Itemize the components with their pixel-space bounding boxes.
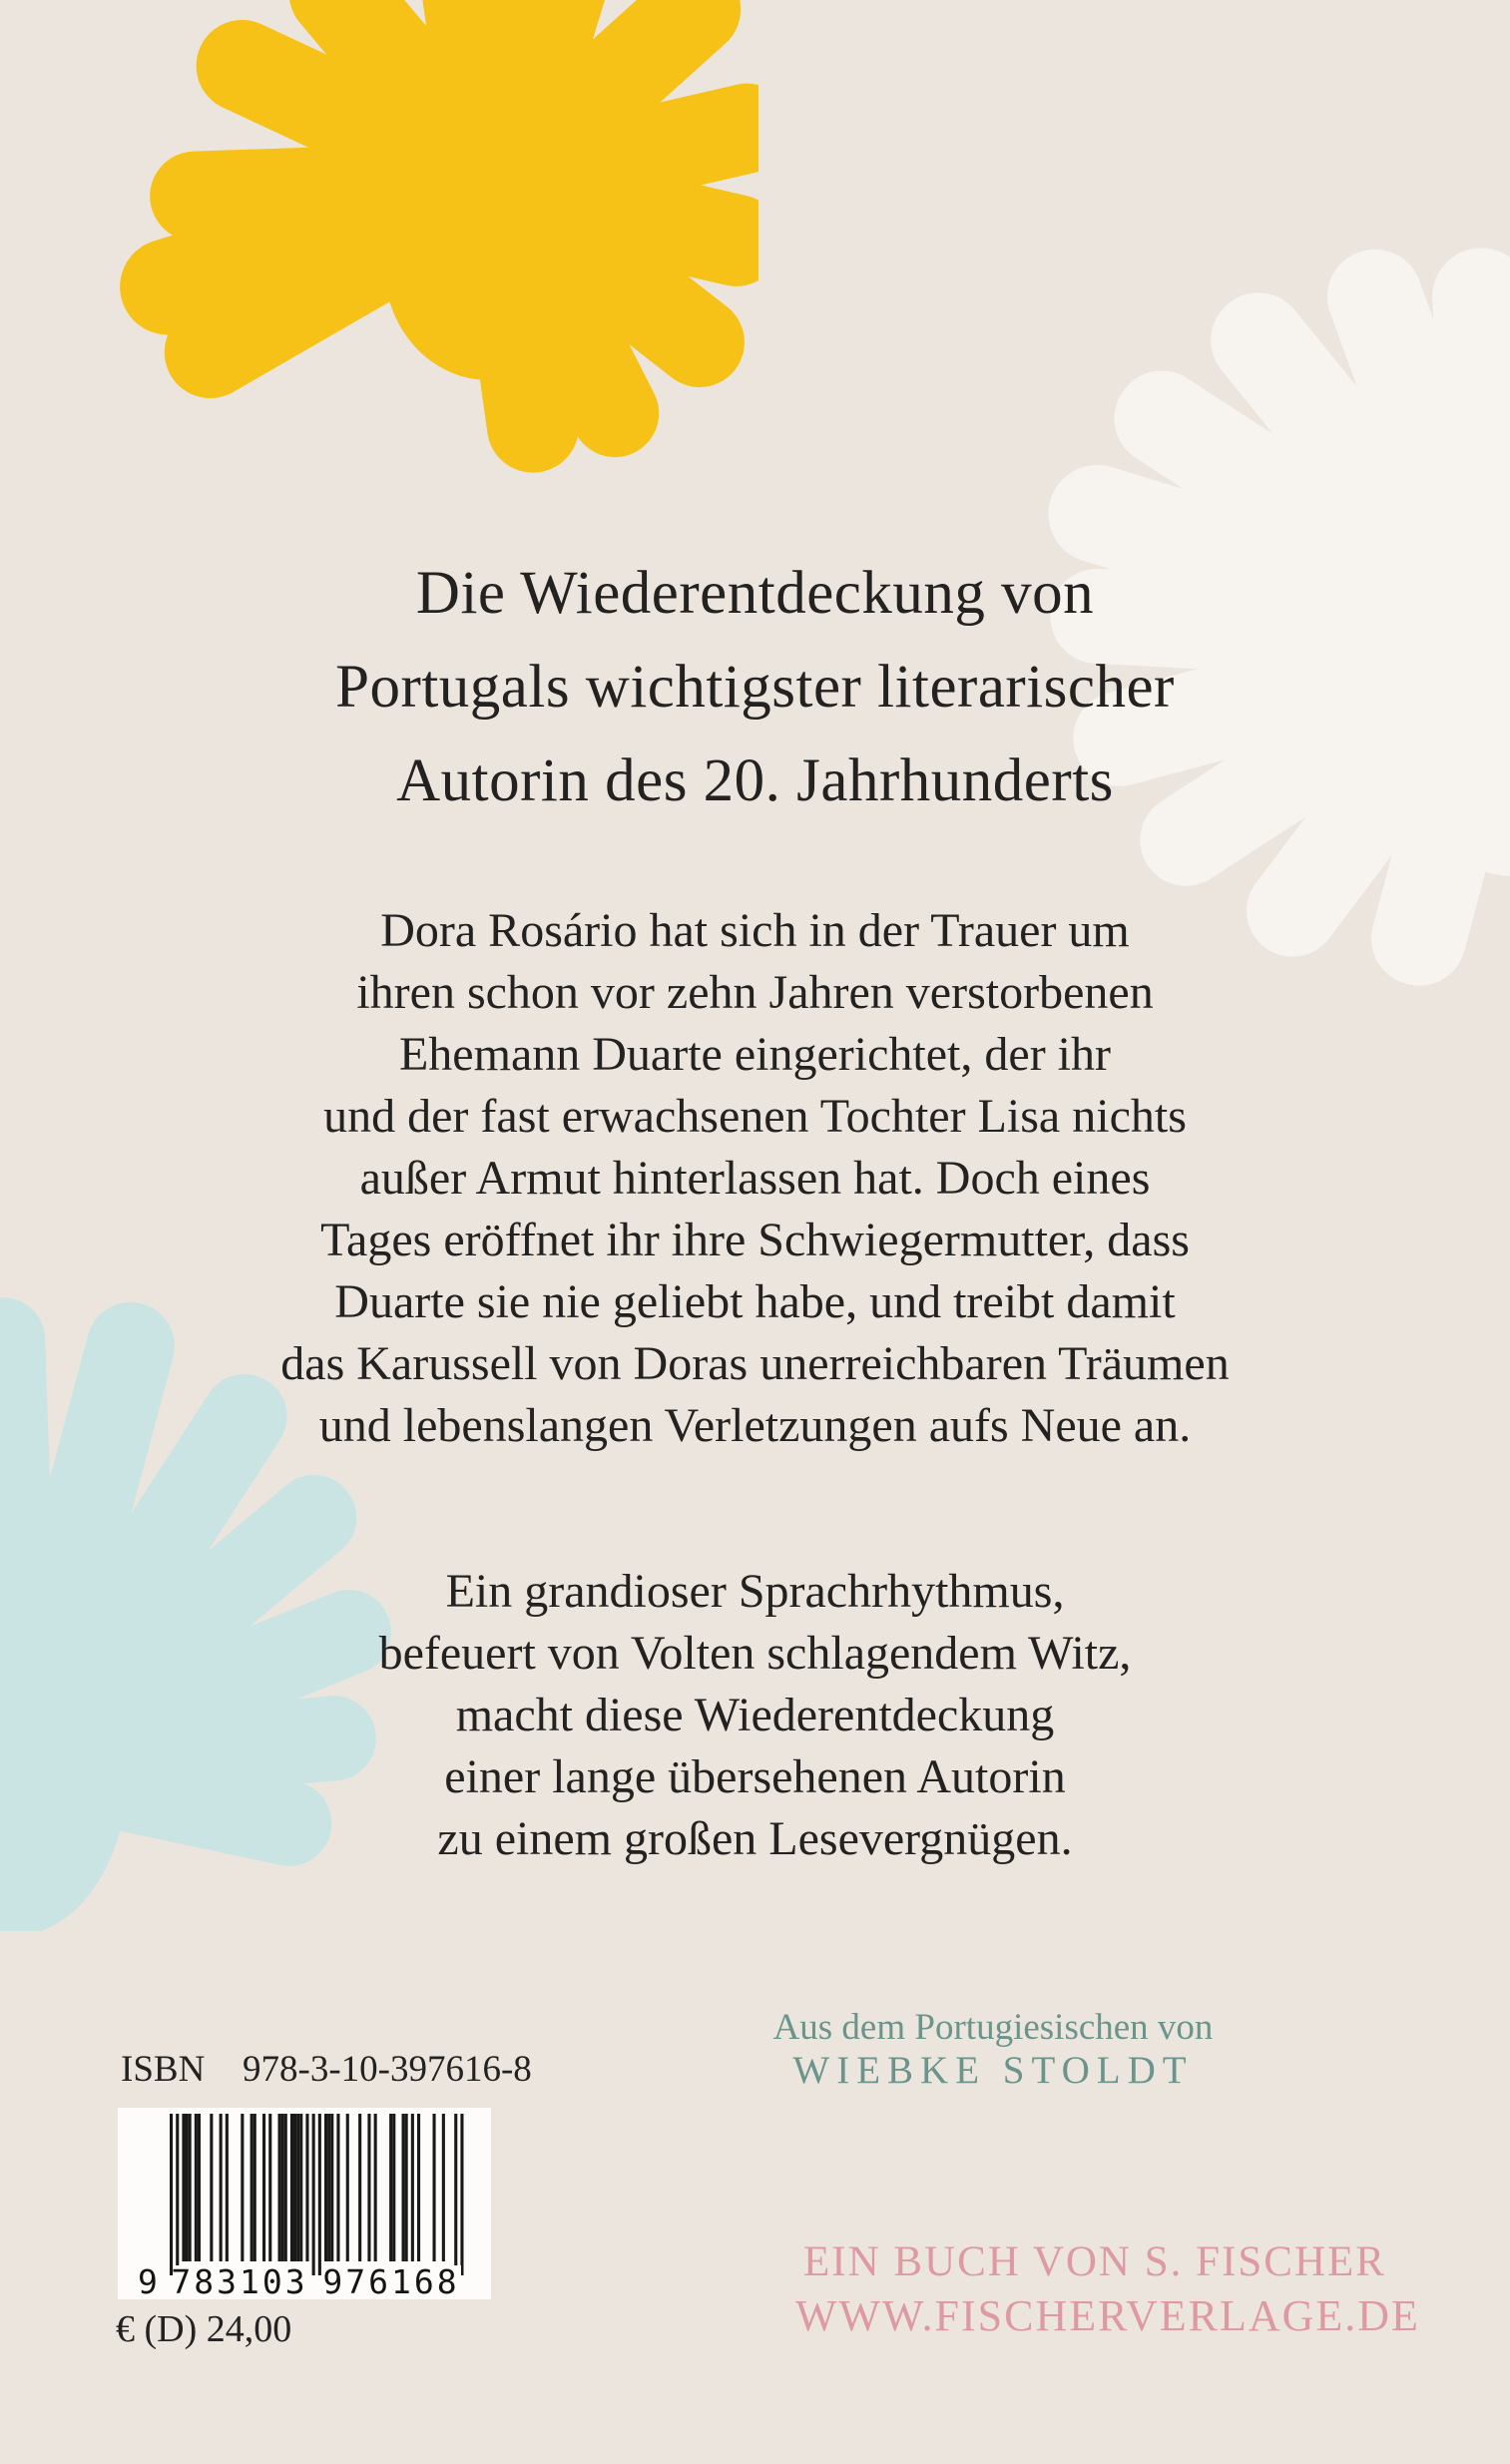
- synopsis-line: Tages eröffnet ihr ihre Schwiegermutter, dass: [320, 1214, 1190, 1266]
- review-line: macht diese Wiederentdeckung: [455, 1689, 1055, 1741]
- isbn-row: [121, 2048, 532, 2091]
- review-line: befeuert von Volten schlagendem Witz,: [378, 1627, 1132, 1680]
- barcode-right-digits: 976168: [322, 2262, 460, 2299]
- synopsis-line: und lebenslangen Verletzungen aufs Neue an.: [318, 1399, 1192, 1452]
- translator-name: WIEBKE STOLDT: [792, 2049, 1194, 2092]
- barcode: [118, 2108, 491, 2299]
- synopsis-line: Ehemann Duarte eingerichtet, der ihr: [398, 1028, 1111, 1081]
- translator-credit: Aus dem Portugiesischen von: [772, 2007, 1214, 2048]
- review-line: zu einem großen Lesevergnügen.: [437, 1812, 1073, 1865]
- synopsis-paragraph: [0, 900, 1510, 1457]
- review-paragraph: [0, 1561, 1510, 1870]
- publisher-website: WWW.FISCHERVERLAGE.DE: [795, 2291, 1420, 2340]
- barcode-left-digits: 783103: [171, 2262, 308, 2299]
- yellow-leaf-shape: [70, 0, 758, 510]
- publisher-imprint: EIN BUCH VON S. FISCHER: [803, 2238, 1386, 2285]
- isbn-value: 978-3-10-397616-8: [243, 2049, 532, 2090]
- barcode-first-digit: 9: [138, 2262, 158, 2299]
- tagline-line: Autorin des 20. Jahrhunderts: [396, 747, 1114, 814]
- tagline-line: Die Wiederentdeckung von: [415, 560, 1095, 627]
- price: € (D) 24,00: [116, 2308, 292, 2350]
- yellow-leaf-graphic: [70, 0, 758, 510]
- tagline: [0, 547, 1510, 828]
- tagline-line: Portugals wichtigster literarischer: [335, 654, 1175, 721]
- synopsis-line: und der fast erwachsenen Tochter Lisa nichts: [323, 1090, 1187, 1143]
- review-line: Ein grandioser Sprachrhythmus,: [445, 1565, 1065, 1618]
- barcode-bars: [170, 2114, 464, 2275]
- synopsis-line: Duarte sie nie geliebt habe, und treibt damit: [334, 1275, 1176, 1328]
- synopsis-line: ihren schon vor zehn Jahren verstorbenen: [356, 966, 1154, 1019]
- isbn-label: ISBN: [121, 2049, 206, 2090]
- synopsis-line: außer Armut hinterlassen hat. Doch eines: [359, 1152, 1151, 1205]
- review-line: einer lange übersehenen Autorin: [444, 1750, 1066, 1803]
- barcode-graphic: [118, 2108, 491, 2299]
- synopsis-line: Dora Rosário hat sich in der Trauer um: [380, 904, 1130, 957]
- synopsis-line: das Karussell von Doras unerreichbaren Träumen: [280, 1337, 1230, 1390]
